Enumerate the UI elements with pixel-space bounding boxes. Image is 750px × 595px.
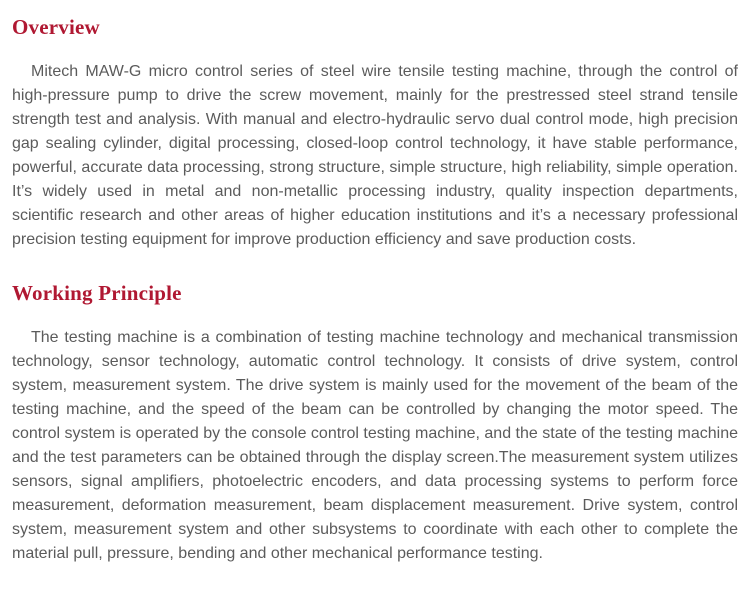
section-heading-working-principle: Working Principle — [12, 281, 182, 305]
section-paragraph-working-principle: The testing machine is a combination of testing machine technology and mechanical transmission technology, sensor technology, automatic control technology. It consists of drive system, control system, measurement system. The drive system is mainly used for the movement of the beam of the testing machine, and the speed of the beam can be controlled by changing the motor speed. The control system is operated by the console control testing machine, and the state of the testing machine and the test parameters can be obtained through the display screen.The measurement system utilizes sensors, signal amplifiers, photoelectric encoders, and data processing systems to perform force measurement, deformation measurement, beam displacement measurement. Drive system, control system, measurement system and other subsystems to coordinate with each other to complete the material pull, pressure, bending and other mechanical performance testing. — [12, 329, 738, 562]
section-paragraph-overview: Mitech MAW-G micro control series of steel wire tensile testing machine, through the control of high-pressure pump to drive the screw movement, mainly for the prestressed steel strand tensile strength test and analysis. With manual and electro-hydraulic servo dual control mode, high precision gap sealing cylinder, digital processing, closed-loop control technology, it have stable performance, powerful, accurate data processing, strong structure, simple structure, high reliability, simple operation. It’s widely used in metal and non-metallic processing industry, quality inspection departments, scientific research and other areas of higher education institutions and it’s a necessary professional precision testing equipment for improve production efficiency and save production costs. — [12, 63, 738, 248]
section-heading-overview: Overview — [12, 15, 100, 39]
